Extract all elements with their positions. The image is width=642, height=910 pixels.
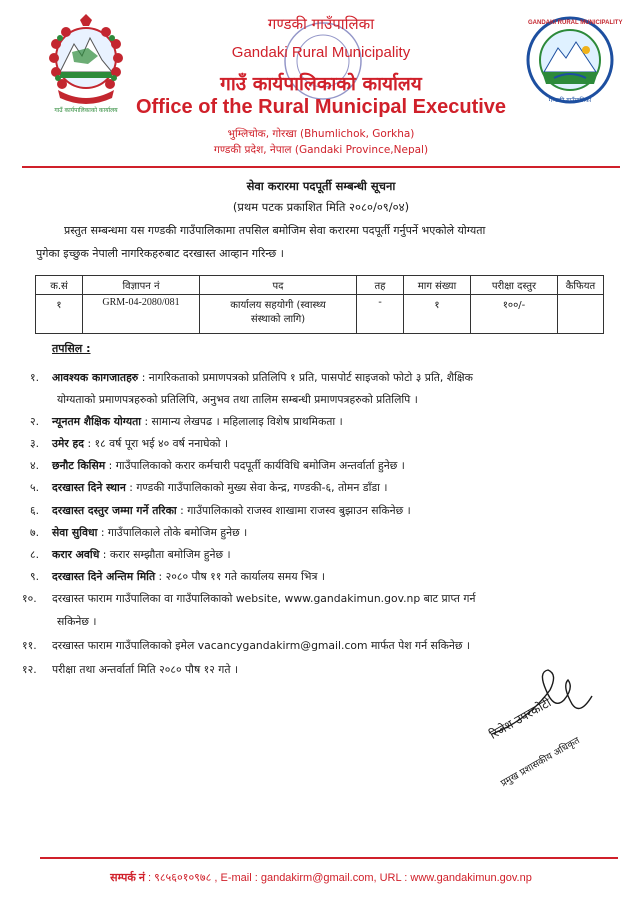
item-label: दरखास्त दस्तुर जम्मा गर्ने तरिका xyxy=(52,504,177,517)
vacancy-table xyxy=(35,275,604,334)
list-item xyxy=(22,591,475,606)
address-line-2: गण्डकी प्रदेश, नेपाल (Gandaki Province,Nepal) xyxy=(213,144,429,156)
item-number: ७. xyxy=(30,526,40,539)
office-name-english: Office of the Rural Municipal Executive xyxy=(135,96,507,118)
item-text: : गाउँपालिकाको राजस्व शाखामा राजस्व बुझाउन सकिनेछ । xyxy=(176,504,411,517)
list-item xyxy=(30,436,228,451)
item-text: : २०८० पौष ११ गते कार्यालय समय भित्र । xyxy=(155,570,325,583)
list-item xyxy=(30,480,387,495)
cell-level: - xyxy=(357,295,404,334)
cell-fee: १००/- xyxy=(471,295,558,334)
item-text: : नागरिकताको प्रमाणपत्रको प्रतिलिपि १ प्रति, पासपोर्ट साइजको फोटो ३ प्रति, शैक्षिक xyxy=(138,371,473,384)
office-name-nepali: गाउँ कार्यपालिकाको कार्यालय xyxy=(220,73,422,95)
contact-label: सम्पर्क नं xyxy=(110,872,145,884)
cell-post-line-1: कार्यालय सहयोगी (स्वास्थ्य xyxy=(230,300,326,311)
item-text: परीक्षा तथा अन्तर्वार्ता मिति २०८० पौष १२ गते । xyxy=(52,663,239,676)
intro-line-2: पुगेका इच्छुक नेपाली नागरिकहरुबाट दरखास्त आव्हान गरिन्छ । xyxy=(36,247,284,260)
cell-post-line-2: संस्थाको लागि) xyxy=(250,314,306,325)
item-number: १२. xyxy=(22,663,37,676)
notice-subtitle: (प्रथम पटक प्रकाशित मिति २०८०/०९/०४) xyxy=(232,200,410,214)
signatory-role: प्रमुख प्रशासकीय अधिकृत xyxy=(499,735,582,790)
table-row xyxy=(36,295,604,334)
signatory-name: रिजेश उपरकोटी xyxy=(487,695,554,742)
item-text: : गाउँपालिकाले तोके बमोजिम हुनेछ । xyxy=(97,526,248,539)
contact-phone: : ९८५६०१०९७८ , xyxy=(144,872,221,884)
intro-line-1: प्रस्तुत सम्बन्धमा यस गण्डकी गाउँपालिकामा तपसिल बमोजिम सेवा करारमा पदपूर्ती गर्नुपर्ने भएकोले योग्यता xyxy=(64,224,486,237)
contact-email: E-mail : gandakirm@gmail.com, xyxy=(220,872,380,884)
item-number: ८. xyxy=(30,548,40,561)
item-label: दरखास्त दिने स्थान xyxy=(52,481,126,494)
item-text: : करार सम्झौता बमोजिम हुनेछ । xyxy=(99,548,231,561)
item-number: ३. xyxy=(30,437,40,450)
item-label: दरखास्त दिने अन्तिम मिति xyxy=(52,570,156,583)
cell-adv-no: GRM-04-2080/081 xyxy=(83,295,200,334)
list-item xyxy=(30,503,411,518)
logo-ring-text: GANDAKI RURAL MUNICIPALITY xyxy=(528,20,623,26)
list-item xyxy=(30,525,247,540)
item-label: सेवा सुविधा xyxy=(52,526,98,539)
cell-remarks xyxy=(558,295,604,334)
item-label: न्यूनतम शैक्षिक योग्यता xyxy=(52,415,142,428)
col-remarks: कैफियत xyxy=(558,276,604,295)
item-text: : गण्डकी गाउँपालिकाको मुख्य सेवा केन्द्र, गण्डकी-६, तोमन डाँडा । xyxy=(125,481,388,494)
list-item xyxy=(30,547,231,562)
footer-divider xyxy=(40,857,618,859)
list-item xyxy=(30,458,405,473)
contact-url[interactable]: URL : www.gandakimun.gov.np xyxy=(379,872,532,884)
list-item xyxy=(30,370,473,385)
col-sn: क.सं xyxy=(36,276,83,295)
item-number: ११. xyxy=(22,639,37,652)
item-continuation: योग्यताको प्रमाणपत्रहरुको प्रतिलिपि, अनुभव तथा तालिम सम्बन्धी प्रमाणपत्रहरुको प्रतिलिपि । xyxy=(57,393,418,406)
list-item xyxy=(22,662,238,677)
item-label: छनौट किसिम xyxy=(52,459,106,472)
notice-title: सेवा करारमा पदपूर्ती सम्बन्धी सूचना xyxy=(246,179,396,193)
item-number: १. xyxy=(30,371,40,384)
item-text: दरखास्त फाराम गाउँपालिका वा गाउँपालिकाको website, www.gandakimun.gov.np बाट प्राप्त गर्न xyxy=(52,592,476,605)
municipality-name-english: Gandaki Rural Municipality xyxy=(231,44,411,61)
list-item xyxy=(30,414,343,429)
cell-sn: १ xyxy=(36,295,83,334)
cell-post xyxy=(200,295,357,334)
item-number: ६. xyxy=(30,504,40,517)
item-number: ५. xyxy=(30,481,40,494)
left-emblem-caption: गाउँ कार्यपालिकाको कार्यालय xyxy=(54,107,118,114)
cell-count: १ xyxy=(404,295,471,334)
col-count: माग संख्या xyxy=(404,276,471,295)
logo-ring-sub: गण्डकी गाउँपालिका xyxy=(548,97,592,104)
item-text: : १८ वर्ष पूरा भई ४० वर्ष ननाघेको । xyxy=(84,437,229,450)
item-label: आवश्यक कागजातहरु xyxy=(52,371,139,384)
item-number: २. xyxy=(30,415,40,428)
item-number: ४. xyxy=(30,459,40,472)
table-header-row xyxy=(36,276,604,295)
list-item xyxy=(30,569,325,584)
item-number: १०. xyxy=(22,592,37,605)
item-label: करार अवधि xyxy=(52,548,100,561)
col-level: तह xyxy=(357,276,404,295)
col-post: पद xyxy=(200,276,357,295)
footer-contact xyxy=(0,870,642,885)
item-text: : गाउँपालिकाको करार कर्मचारी पदपूर्ती कार्यविधि बमोजिम अन्तर्वार्ता हुनेछ । xyxy=(105,459,405,472)
details-heading: तपसिल : xyxy=(52,342,91,355)
item-text: : सामान्य लेखपढ । महिलालाइ विशेष प्राथमिकता । xyxy=(141,415,343,428)
item-continuation: सकिनेछ । xyxy=(57,615,97,628)
item-text: दरखास्त फाराम गाउँपालिकाको इमेल vacancygandakirm@gmail.com मार्फत पेश गर्न सकिनेछ । xyxy=(52,639,471,652)
list-item xyxy=(22,638,470,653)
item-label: उमेर हद xyxy=(52,437,85,450)
item-number: ९. xyxy=(30,570,40,583)
col-adv-no: विज्ञापन नं xyxy=(83,276,200,295)
address-line-1: भुम्लिचोक, गोरखा (Bhumlichok, Gorkha) xyxy=(227,128,415,140)
col-fee: परीक्षा दस्तुर xyxy=(471,276,558,295)
municipality-name-nepali: गण्डकी गाउँपालिका xyxy=(267,15,375,33)
header-divider xyxy=(22,166,620,168)
